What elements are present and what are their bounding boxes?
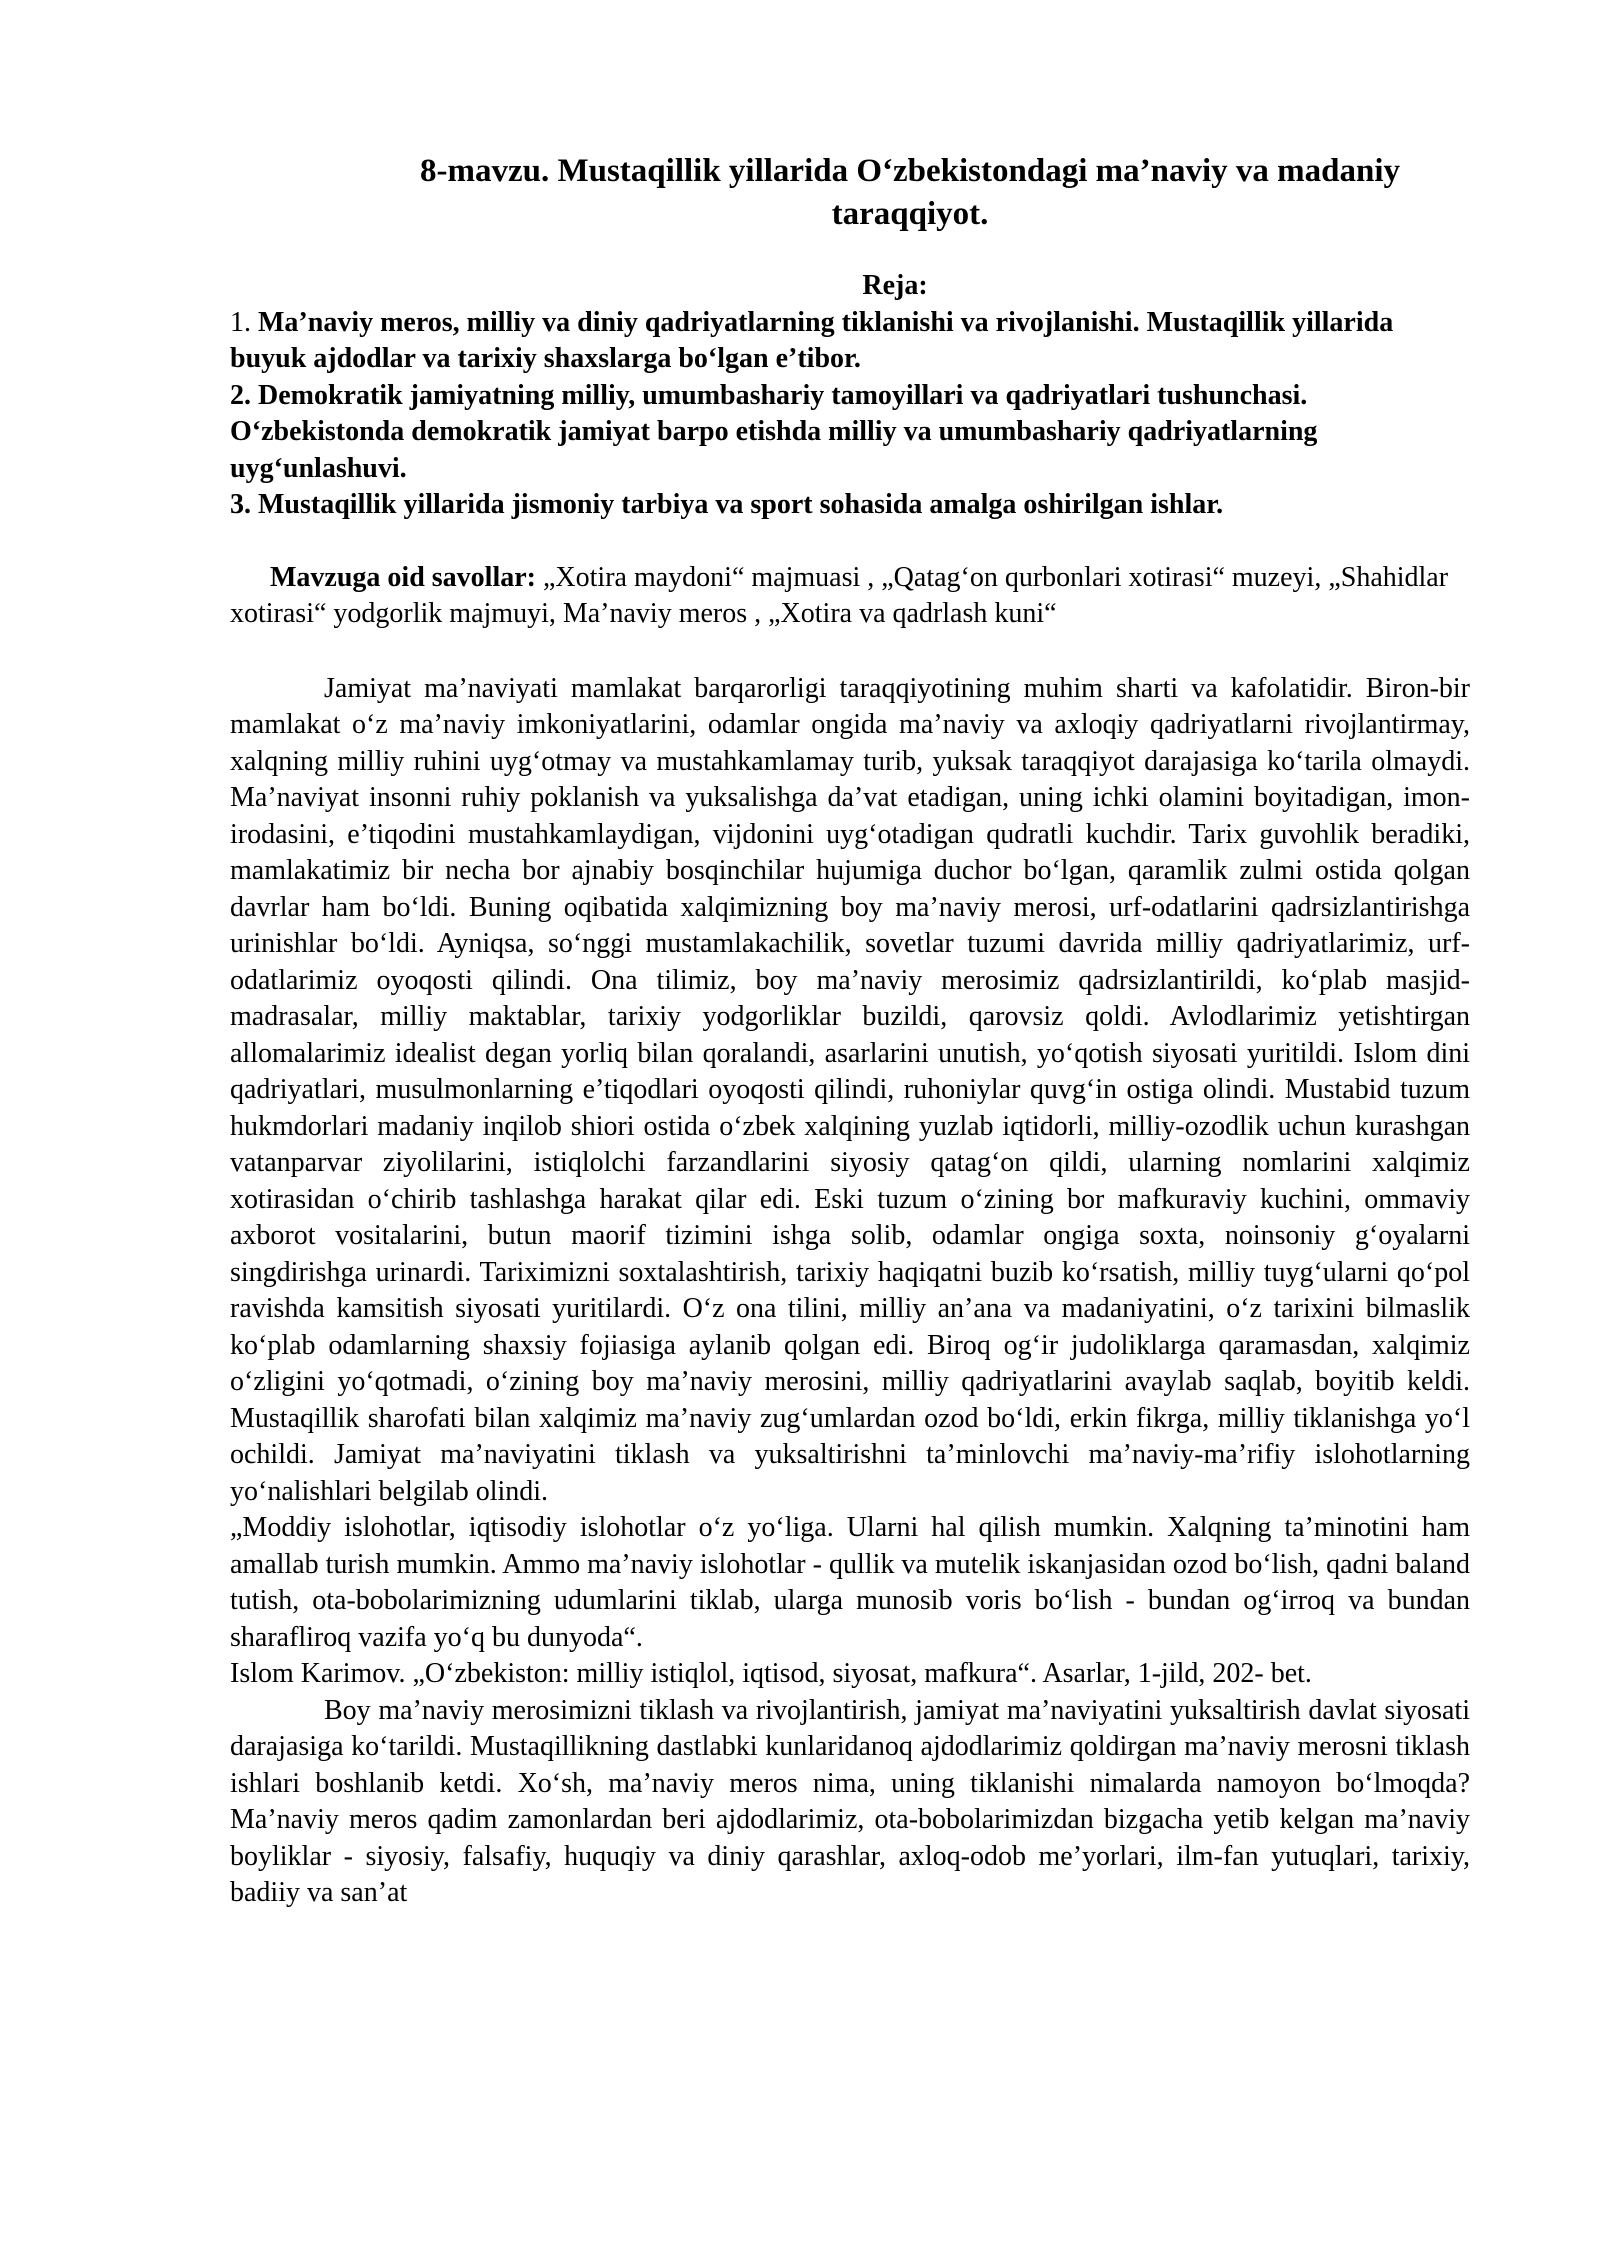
body-paragraph-1: Jamiyat ma’naviyati mamlakat barqarorligi taraqqiyotining muhim sharti va kafolatidir. Biron-bir mamlakat o‘z ma’naviy imkoniyatlarini, odamlar ongida ma’naviy va axloqiy qadriyatlarni rivojlantirmay, xalqning milliy ruhini uyg‘otmay va mustahkamlamay turib, yuksak taraqqiyot darajasiga ko‘tarila olmaydi. Ma’naviyat insonni ruhiy poklanish va yuksalishga da’vat etadigan, uning ichki olamini boyitadigan, imon-irodasini, e’tiqodini mustahkamlaydigan, vijdonini uyg‘otadigan qudratli kuchdir. Tarix guvohlik beradiki, mamlakatimiz bir necha bor ajnabiy bosqinchilar hujumiga duchor bo‘lgan, qaramlik zulmi ostida qolgan davrlar ham bo‘ldi. Buning oqibatida xalqimizning boy ma’naviy merosi, urf-odatlarini qadrsizlantirishga urinishlar bo‘ldi. Ayniqsa, so‘nggi mustamlakachilik, sovetlar tuzumi davrida milliy qadriyatlarimiz, urf-odatlarimiz oyoqosti qilindi. Ona tilimiz, boy ma’naviy merosimiz qadrsizlantirildi, ko‘plab masjid-madrasalar, milliy maktablar, tarixiy yodgorliklar buzildi, qarovsiz qoldi. Avlodlarimiz yetishtirgan allomalarimiz idealist degan yorliq bilan qoralandi, asarlarini unutish, yo‘qotish siyosati yuritildi. Islom dini qadriyatlari, musulmonlarning e’tiqodlari oyoqosti qilindi, ruhoniylar quvg‘in ostiga olindi. Mustabid tuzum hukmdorlari madaniy inqilob shiori ostida o‘zbek xalqining yuzlab iqtidorli, milliy-ozodlik uchun kurashgan vatanparvar ziyolilarini, istiqlolchi farzandlarini siyosiy qatag‘on qildi, ularning nomlarini xalqimiz xotirasidan o‘chirib tashlashga harakat qilar edi. Eski tuzum o‘zining bor mafkuraviy kuchini, ommaviy axborot vositalarini, butun maorif tizimini ishga solib, odamlar ongiga soxta, noinsoniy g‘oyalarni singdirishga urinardi. Tariximizni soxtalashtirish, tarixiy haqiqatni buzib ko‘rsatish, milliy tuyg‘ularni qo‘pol ravishda kamsitish siyosati yuritilardi. O‘z ona tilini, milliy an’ana va madaniyatini, o‘z tarixini bilmaslik ko‘plab odamlarning shaxsiy fojiasiga aylanib qolgan edi. Biroq og‘ir judoliklarga qaramasdan, xalqimiz o‘zligini yo‘qotmadi, o‘zining boy ma’naviy merosini, milliy qadriyatlarini avaylab saqlab, boyitib keldi. Mustaqillik sharofati bilan xalqimiz ma’naviy zug‘umlardan ozod bo‘ldi, erkin fikrga, milliy tiklanishga yo‘l ochildi. Jamiyat ma’naviyatini tiklash va yuksaltirishni ta’minlovchi ma’naviy-ma’rifiy islohotlarning yo‘nalishlari belgilab olindi. — [230, 672, 1470, 1507]
plan-item-text: Ma’naviy meros, milliy va diniy qadriyatlarning tiklanishi va rivojlanishi. Mustaqillik yillarida buyuk ajdodlar va tarixiy shaxslarga bo‘lgan e’tibor. — [230, 306, 1394, 374]
document-title: 8-mavzu. Mustaqillik yillarida O‘zbekistondagi ma’naviy va madaniy taraqqiyot. — [419, 153, 1400, 232]
plan-item-number: 1. — [230, 306, 251, 338]
document-page — [230, 150, 1470, 1912]
plan-heading: Reja: — [862, 270, 928, 301]
questions-text: „Xotira maydoni“ majmuasi , „Qatag‘on qurbonlari xotirasi“ muzeyi, „Shahidlar xotirasi“ yodgorlik majmuyi, Ma’naviy meros , „Xotira va qadrlash kuni“ — [230, 561, 1449, 629]
plan-item-2 — [230, 378, 1470, 488]
plan-item-1 — [230, 305, 1470, 378]
plan-item-number: 2. — [230, 379, 251, 411]
questions-label: Mavzuga oid savollar: — [270, 561, 536, 593]
plan-item-3 — [230, 487, 1470, 524]
plan-item-text: Demokratik jamiyatning milliy, umumbashariy tamoyillari va qadriyatlari tushunchasi. O‘zbekistonda demokratik jamiyat barpo etishda milliy va umumbashariy qadriyatlarning uyg‘unlashuvi. — [230, 379, 1318, 484]
quote-citation: Islom Karimov. „O‘zbekiston: milliy istiqlol, iqtisod, siyosat, mafkura“. Asarlar, 1-jild, 202- bet. — [230, 1658, 1312, 1689]
quote-paragraph: „Moddiy islohotlar, iqtisodiy islohotlar o‘z yo‘liga. Ularni hal qilish mumkin. Xalqning ta’minotini ham amallab turish mumkin. Ammo ma’naviy islohotlar - qullik va mutelik iskanjasidan ozod bo‘lish, qadni baland tutish, ota-bobolarimizning udumlarini tiklab, ularga munosib voris bo‘lish - bundan og‘irroq va bundan sharafliroq vazifa yo‘q bu dunyoda“. — [230, 1512, 1470, 1653]
plan-item-number: 3. — [230, 489, 251, 520]
body-paragraph-2: Boy ma’naviy merosimizni tiklash va rivojlantirish, jamiyat ma’naviyatini yuksaltirish davlat siyosati darajasiga ko‘tarildi. Mustaqillikning dastlabki kunlaridanoq ajdodlarimiz qoldirgan ma’naviy merosni tiklash ishlari boshlanib ketdi. Xo‘sh, ma’naviy meros nima, uning tiklanishi nimalarda namoyon bo‘lmoqda? Ma’naviy meros qadim zamonlardan beri ajdodlarimiz, ota-bobolarimizdan bizgacha yetib kelgan ma’naviy boyliklar - siyosiy, falsafiy, huquqiy va diniy qarashlar, axloq-odob me’yorlari, ilm-fan yutuqlari, tarixiy, badiiy va san’at — [230, 1694, 1470, 1908]
topic-questions — [230, 560, 1470, 633]
plan-item-text: Mustaqillik yillarida jismoniy tarbiya va sport sohasida amalga oshirilgan ishlar. — [258, 489, 1224, 520]
